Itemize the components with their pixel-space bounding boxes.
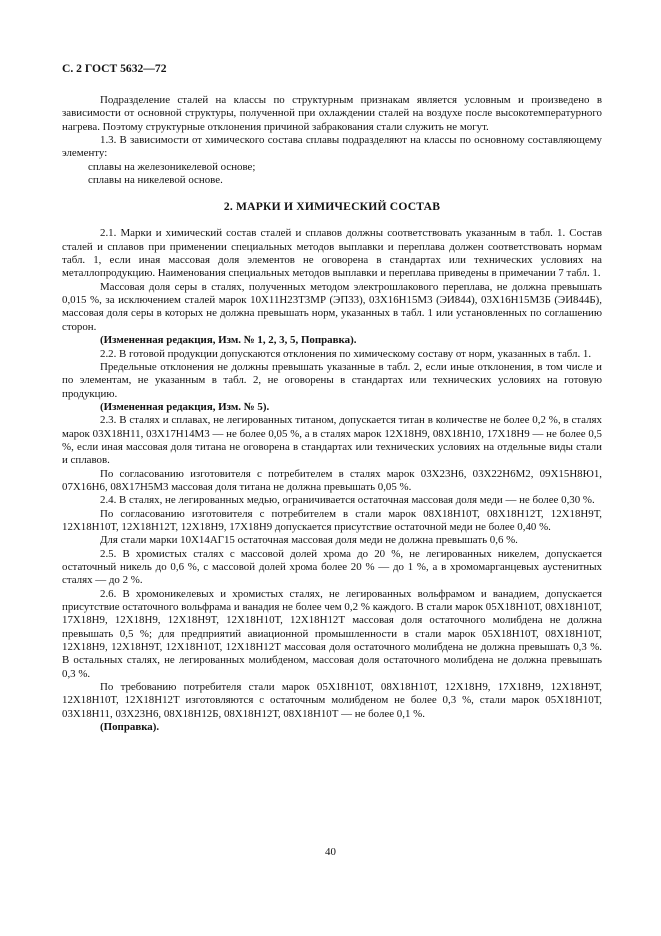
section-heading: 2. МАРКИ И ХИМИЧЕСКИЙ СОСТАВ [223,200,441,214]
paragraph-2-2a: 2.2. В готовой продукции допускаются отклонения по химическому составу от норм, указанных в табл. 1. [100,347,592,360]
amendment-note-2: (Измененная редакция, Изм. № 5). [100,400,270,413]
paragraph-2-1b: Массовая доля серы в сталях, полученных методом электрошлакового переплава, не должна превышать 0,015 %, за исключением сталей марок 10Х11Н23Т3МР (ЭП33), 03Х16Н15М3 (ЭИ844), 03Х16Н15М3Б (ЭИ844Б), массовая доля серы в которых не должна превышать норм, указанных в табл. 1 или установленных по соглашению сторон. [62,280,602,333]
list-item-iron-nickel-alloys: сплавы на железоникелевой основе; [88,160,256,173]
paragraph-2-6a: 2.6. В хромоникелевых и хромистых сталях, не легированных вольфрамом и ванадием, допускается присутствие остаточного вольфрама и ванадия не более чем 0,2 % каждого. В стали марок 05Х18Н10Т, 08Х18Н10Т, 17Х18Н9, 12Х18Н9, 12Х18Н9Т, 12Х18Н10Т, 12Х18Н12Т массовая доля остаточного молибдена не должна превышать 0,5 %; для предприятий авиационной промышленности в стали марок 05Х18Н10Т, 08Х18Н10Т, 12Х18Н9, 12Х18Н9Т, 12Х18Н10Т, 12Х18Н12Т массовая доля остаточного молибдена не должна превышать 0,3 %. В остальных сталях, не легированных молибденом, массовая доля остаточного молибдена не должна превышать 0,3 %. [62,587,602,680]
paragraph-2-4b: По согласованию изготовителя с потребителем в стали марок 08Х18Н10Т, 08Х18Н12Т, 12Х18Н9Т, 12Х18Н10Т, 12Х18Н12Т, 12Х18Н9, 17Х18Н9 допускается присутствие остаточной меди не более 0,40 %. [62,507,602,533]
paragraph-2-4c: Для стали марки 10Х14АГ15 остаточная массовая доля меди не должна превышать 0,6 %. [100,534,518,547]
paragraph-2-3a: 2.3. В сталях и сплавах, не легированных титаном, допускается титан в количестве не более 0,2 %, в сталях марок 03Х18Н11, 03Х17Н14М3 — не более 0,05 %, а в сталях марок 12Х18Н9, 08Х18Н10, 17Х18Н9 — не более 0,5 %, если иная массовая доля титана не оговорена в стандартах или технических условиях на отдельные виды стали и сплавов. [62,414,602,467]
doc-header: С. 2 ГОСТ 5632—72 [62,62,167,75]
page-number: 40 [325,846,336,858]
document-body [62,94,602,734]
paragraph-1-3: 1.3. В зависимости от химического состава сплавы подразделяют на классы по основному составляющему элементу: [62,134,602,160]
paragraph-2-2b: Предельные отклонения не должны превышать указанные в табл. 2, если иные отклонения, в том числе и по элементам, не указанным в табл. 2, не оговорены в стандартах или технических условиях на готовую продукцию. [62,360,602,400]
paragraph-2-3b: По согласованию изготовителя с потребителем в сталях марок 03Х23Н6, 03Х22Н6М2, 09Х15Н8Ю1, 07Х16Н6, 08Х17Н5М3 массовая доля титана не должна превышать 0,05 %. [62,467,602,493]
list-item-nickel-alloys: сплавы на никелевой основе. [88,174,223,187]
paragraph-2-5: 2.5. В хромистых сталях с массовой долей хрома до 20 %, не легированных никелем, допускается остаточный никель до 0,6 %, с массовой долей хрома более 20 % — до 1 %, а в хромомарганцевых аустенитных сталях — до 2 %. [62,547,602,587]
amendment-note-3: (Поправка). [100,721,160,734]
paragraph-2-4a: 2.4. В сталях, не легированных медью, ограничивается остаточная массовая доля меди — не более 0,30 %. [100,494,595,507]
amendment-note-1: (Измененная редакция, Изм. № 1, 2, 3, 5, Поправка). [100,334,357,347]
paragraph-2-1a: 2.1. Марки и химический состав сталей и сплавов должны соответствовать указанным в табл. 1. Состав сталей и сплавов при применении специальных методов выплавки и переплава должен соответствовать нормам табл. 1, если иная массовая доля элементов не оговорена в стандартах или технических условиях на металлопродукцию. Наименования специальных методов выплавки и переплава приведены в примечании 7 табл. 1. [62,227,602,280]
paragraph-2-6b: По требованию потребителя стали марок 05Х18Н10Т, 08Х18Н10Т, 12Х18Н9, 17Х18Н9, 12Х18Н9Т, 12Х18Н10Т, 12Х18Н12Т изготовляются с остаточным молибденом не более 0,3 %, стали марок 05Х18Н10Т, 03Х18Н11, 03Х23Н6, 08Х18Н12Б, 08Х18Н12Т, 08Х18Н10Т — не более 0,1 %. [62,681,602,720]
paragraph-intro: Подразделение сталей на классы по структурным признакам является условным и произведено в зависимости от основной структуры, полученной при охлаждении сталей на воздухе после высокотемпературного нагрева. Поэтому структурные отклонения причиной забракования стали служить не могут. [62,94,602,133]
